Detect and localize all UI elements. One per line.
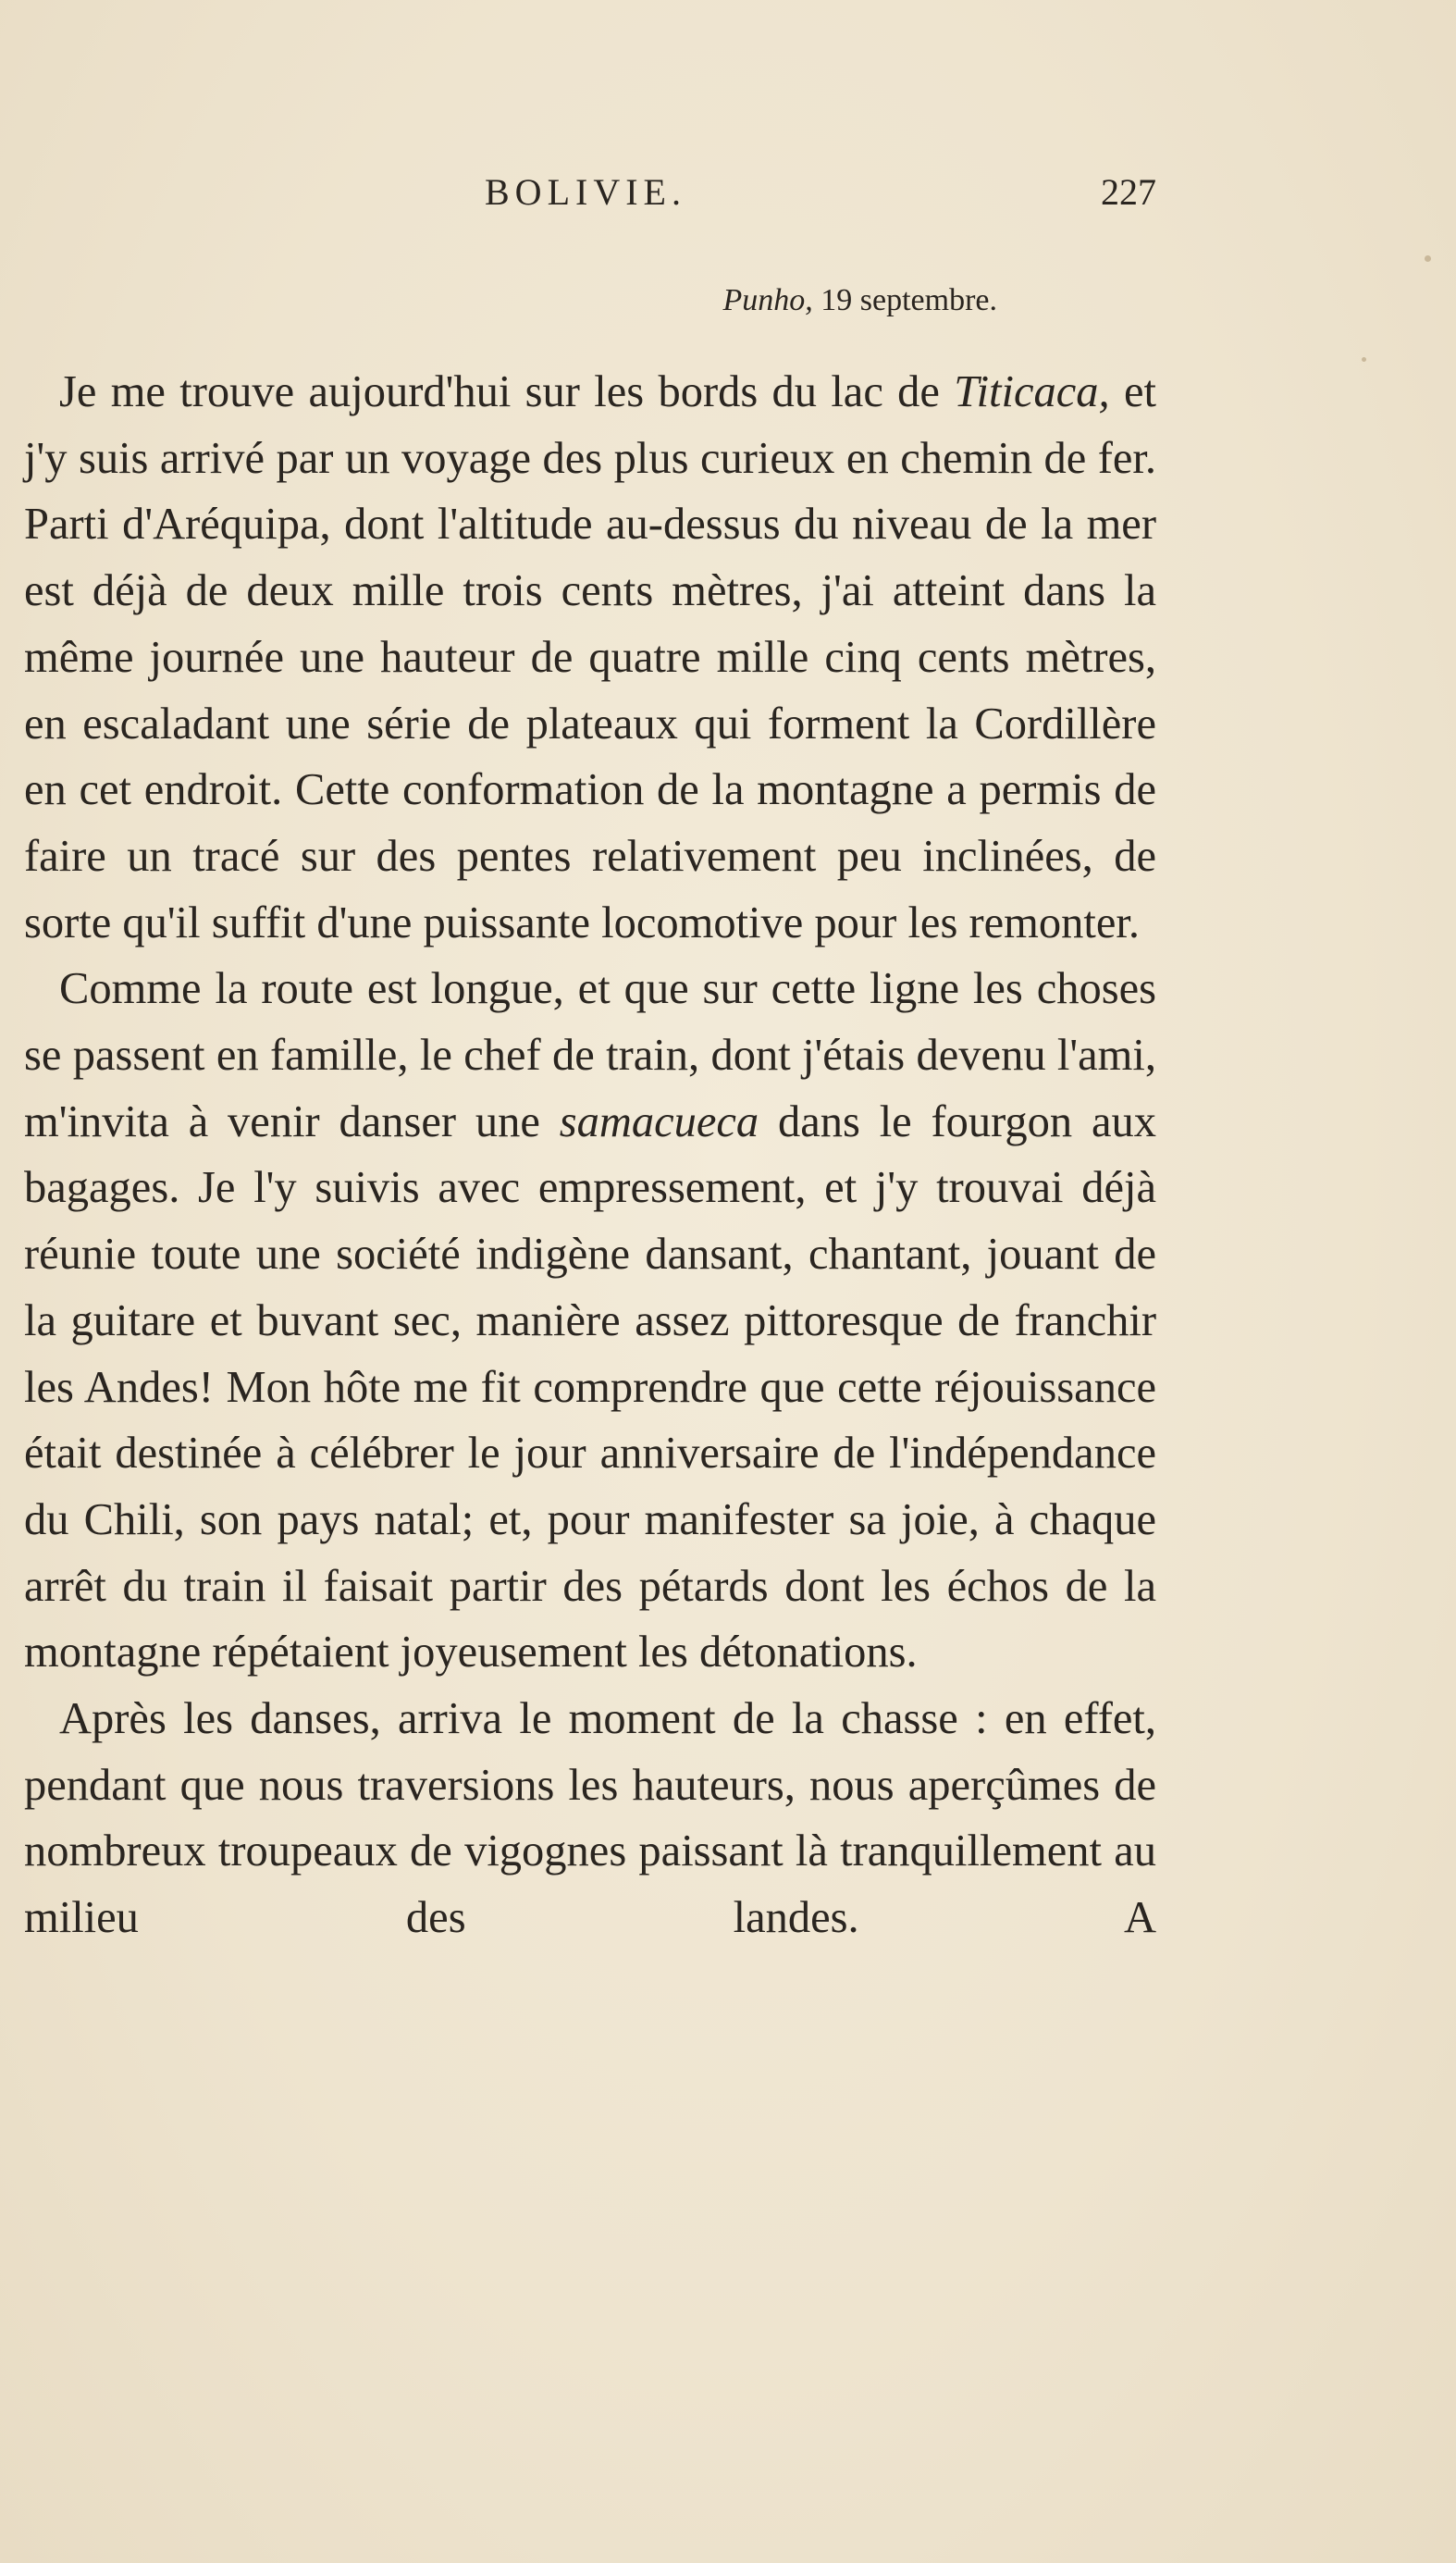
- paragraph-2-text-a: Comme la route est longue, et que sur cette ligne les choses se passent en famille, le chef de train, dont j'étais devenu l'ami, m'invita à venir danser une: [24, 964, 1156, 1146]
- paragraph-2-text-b: dans le fourgon aux bagages. Je l'y suivis avec empressement, et j'y trouvai déjà réunie toute une société indigène dansant, chantant, jouant de la guitare et buvant sec, manière assez pittoresque de franchir les Andes! Mon hôte me fit comprendre que cette réjouissance était destinée à célébrer le jour anniversaire de l'indépendance du Chili, son pays natal; et, pour manifester sa joie, à chaque arrêt du train il faisait partir des pétards dont les échos de la montagne répétaient joyeusement les détonations.: [24, 1096, 1156, 1678]
- paragraph-3-text-a: Après les danses, arriva le moment de la chasse : en effet, pendant que nous traversions les hauteurs, nous aperçûmes de nombreux troupeaux de vigognes paissant là tranquillement au milieu des landes. A: [24, 1694, 1156, 1943]
- paragraph-1-text-b: et j'y suis arrivé par un voyage des plus curieux en chemin de fer. Parti d'Aréquipa, dont l'altitude au-dessus du niveau de la mer est déjà de deux mille trois cents mètres, j'ai atteint dans la même journée une hauteur de quatre mille cinq cents mètres, en escaladant une série de plateaux qui forment la Cordillère en cet endroit. Cette conformation de la montagne a permis de faire un tracé sur des pentes relativement peu inclinées, de sorte qu'il suffit d'une puissante locomotive pour les remonter.: [24, 367, 1156, 947]
- running-title: BOLIVIE.: [485, 171, 686, 213]
- paragraph-1: [24, 359, 1156, 956]
- paragraph-2: [24, 956, 1156, 1686]
- running-head: [0, 165, 1456, 220]
- dateline-place: Punho,: [722, 283, 813, 317]
- paper-speck: [1425, 255, 1431, 262]
- paragraph-1-text-a: Je me trouve aujourd'hui sur les bords du lac de: [59, 367, 955, 416]
- paragraph-1-emphasis: Titicaca,: [954, 367, 1110, 416]
- page-number: 227: [1101, 171, 1156, 213]
- dateline-date: 19 septembre.: [821, 283, 997, 317]
- dateline: [723, 278, 998, 324]
- paragraph-2-emphasis: samacueca: [559, 1096, 759, 1146]
- body-text: [24, 359, 1156, 1951]
- paper-speck: [1362, 357, 1366, 362]
- paragraph-3: [24, 1686, 1156, 1951]
